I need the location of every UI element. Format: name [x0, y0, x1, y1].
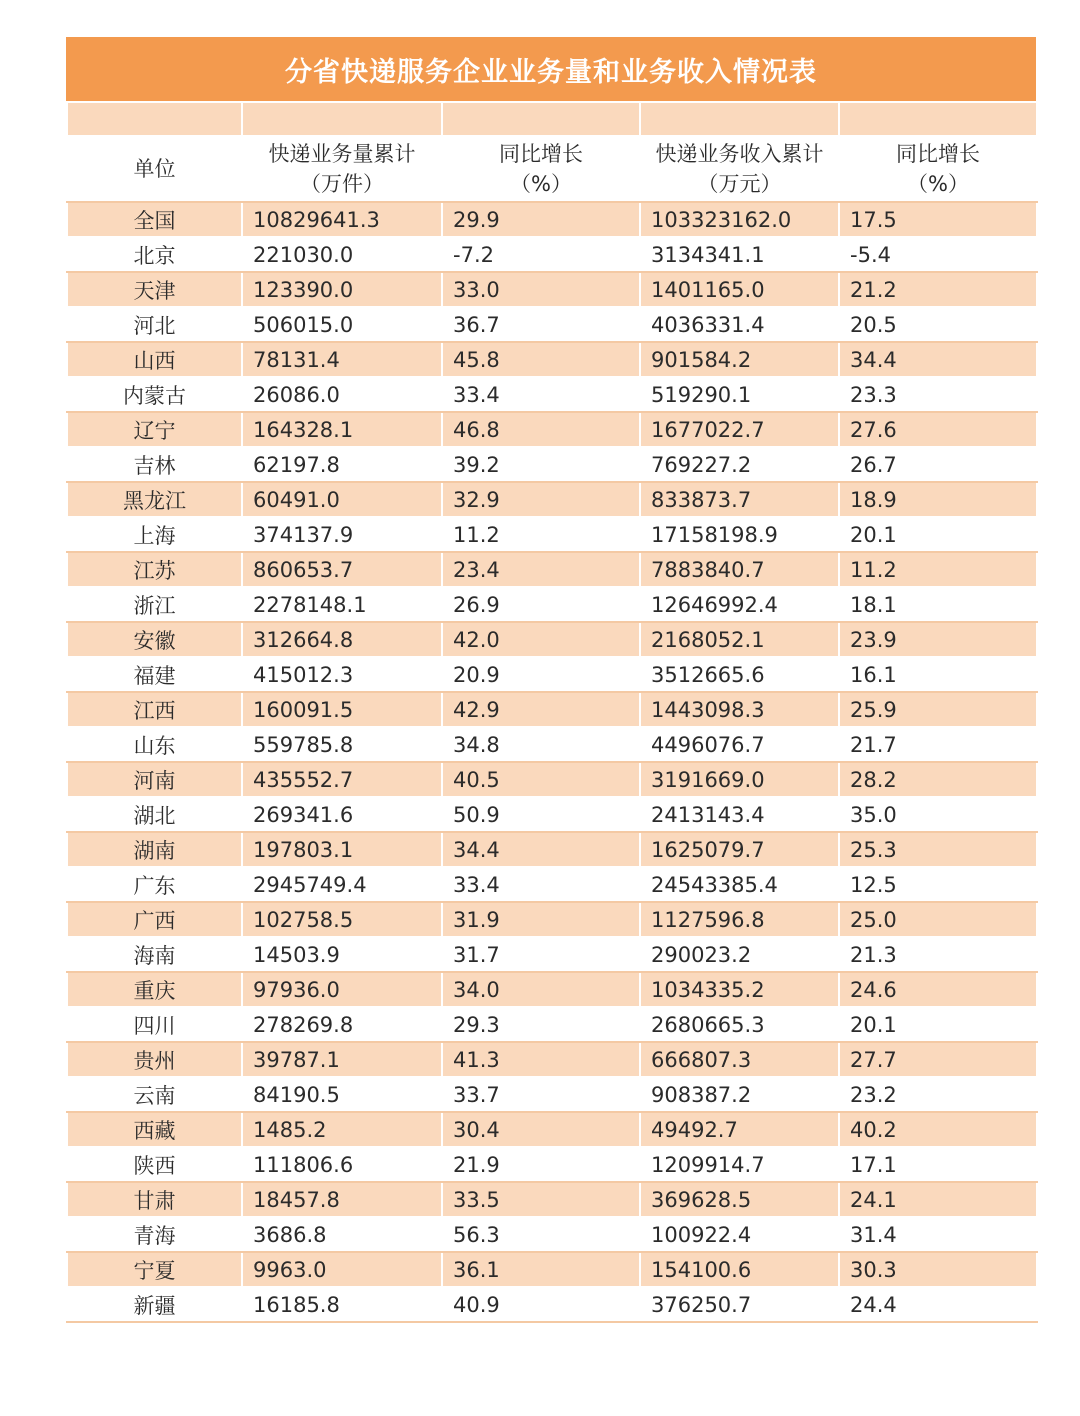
cell-volume: 164328.1 [242, 412, 442, 447]
cell-volume-growth: 39.2 [442, 447, 640, 482]
table-row [67, 1042, 1037, 1077]
cell-volume-growth: 33.4 [442, 377, 640, 412]
table-body [67, 202, 1037, 1322]
cell-revenue: 2168052.1 [640, 622, 839, 657]
cell-volume-growth: 31.7 [442, 937, 640, 972]
cell-unit: 山东 [67, 727, 242, 762]
cell-volume-growth: 31.9 [442, 902, 640, 937]
cell-revenue-growth: 27.7 [839, 1042, 1037, 1077]
cell-revenue-growth: 23.2 [839, 1077, 1037, 1112]
cell-unit: 福建 [67, 657, 242, 692]
cell-revenue: 100922.4 [640, 1217, 839, 1252]
table-row [67, 1077, 1037, 1112]
cell-volume-growth: 23.4 [442, 552, 640, 587]
cell-revenue-growth: 34.4 [839, 342, 1037, 377]
cell-revenue-growth: 17.1 [839, 1147, 1037, 1182]
column-header-line2: （%） [510, 172, 572, 196]
cell-volume: 860653.7 [242, 552, 442, 587]
cell-revenue-growth: 31.4 [839, 1217, 1037, 1252]
cell-revenue: 666807.3 [640, 1042, 839, 1077]
province-data-table [66, 101, 1038, 1323]
table-row [67, 1007, 1037, 1042]
cell-revenue-growth: 25.0 [839, 902, 1037, 937]
cell-revenue-growth: 20.1 [839, 517, 1037, 552]
cell-unit: 山西 [67, 342, 242, 377]
cell-revenue: 1443098.3 [640, 692, 839, 727]
cell-revenue: 49492.7 [640, 1112, 839, 1147]
cell-revenue: 769227.2 [640, 447, 839, 482]
cell-unit: 全国 [67, 202, 242, 237]
cell-volume: 2278148.1 [242, 587, 442, 622]
cell-revenue-growth: 24.1 [839, 1182, 1037, 1217]
cell-volume-growth: 33.7 [442, 1077, 640, 1112]
cell-volume-growth: 20.9 [442, 657, 640, 692]
cell-volume: 97936.0 [242, 972, 442, 1007]
cell-volume: 102758.5 [242, 902, 442, 937]
cell-revenue-growth: 25.3 [839, 832, 1037, 867]
cell-revenue: 519290.1 [640, 377, 839, 412]
cell-unit: 安徽 [67, 622, 242, 657]
cell-volume: 374137.9 [242, 517, 442, 552]
table-row [67, 1147, 1037, 1182]
cell-volume-growth: 32.9 [442, 482, 640, 517]
express-delivery-table-sheet [66, 37, 1036, 1323]
cell-volume: 197803.1 [242, 832, 442, 867]
column-header-line1: 单位 [133, 157, 176, 181]
cell-revenue-growth: 16.1 [839, 657, 1037, 692]
table-row [67, 1287, 1037, 1322]
cell-volume: 2945749.4 [242, 867, 442, 902]
table-row [67, 587, 1037, 622]
cell-volume-growth: 33.4 [442, 867, 640, 902]
cell-volume: 415012.3 [242, 657, 442, 692]
cell-revenue-growth: 26.7 [839, 447, 1037, 482]
table-row [67, 412, 1037, 447]
cell-revenue: 4036331.4 [640, 307, 839, 342]
column-header-revenue-growth [839, 136, 1037, 202]
cell-revenue: 369628.5 [640, 1182, 839, 1217]
table-row [67, 727, 1037, 762]
column-header-row [67, 136, 1037, 202]
table-row [67, 237, 1037, 272]
table-row [67, 622, 1037, 657]
cell-revenue-growth: 21.7 [839, 727, 1037, 762]
cell-unit: 海南 [67, 937, 242, 972]
cell-revenue-growth: 23.9 [839, 622, 1037, 657]
cell-revenue: 24543385.4 [640, 867, 839, 902]
cell-revenue-growth: 24.6 [839, 972, 1037, 1007]
cell-revenue-growth: 21.3 [839, 937, 1037, 972]
table-row [67, 307, 1037, 342]
cell-unit: 内蒙古 [67, 377, 242, 412]
cell-unit: 北京 [67, 237, 242, 272]
table-row [67, 272, 1037, 307]
cell-revenue: 2413143.4 [640, 797, 839, 832]
cell-volume: 3686.8 [242, 1217, 442, 1252]
cell-revenue-growth: 30.3 [839, 1252, 1037, 1287]
table-row [67, 657, 1037, 692]
cell-volume-growth: 40.5 [442, 762, 640, 797]
cell-revenue-growth: 18.1 [839, 587, 1037, 622]
table-title: 分省快递服务企业业务量和业务收入情况表 [66, 37, 1036, 101]
column-header-line1: 同比增长 [499, 142, 583, 166]
cell-unit: 江西 [67, 692, 242, 727]
cell-volume: 312664.8 [242, 622, 442, 657]
cell-revenue-growth: 24.4 [839, 1287, 1037, 1322]
table-row [67, 342, 1037, 377]
cell-unit: 广东 [67, 867, 242, 902]
table-row [67, 517, 1037, 552]
cell-volume: 60491.0 [242, 482, 442, 517]
cell-volume: 123390.0 [242, 272, 442, 307]
cell-volume: 160091.5 [242, 692, 442, 727]
cell-volume: 14503.9 [242, 937, 442, 972]
cell-revenue: 908387.2 [640, 1077, 839, 1112]
spacer-cell [67, 102, 242, 136]
cell-unit: 湖南 [67, 832, 242, 867]
cell-revenue: 290023.2 [640, 937, 839, 972]
cell-volume: 62197.8 [242, 447, 442, 482]
cell-unit: 青海 [67, 1217, 242, 1252]
cell-unit: 贵州 [67, 1042, 242, 1077]
cell-unit: 上海 [67, 517, 242, 552]
cell-revenue-growth: 11.2 [839, 552, 1037, 587]
table-row [67, 867, 1037, 902]
cell-revenue: 1401165.0 [640, 272, 839, 307]
table-row [67, 972, 1037, 1007]
cell-revenue: 376250.7 [640, 1287, 839, 1322]
column-header-line1: 同比增长 [896, 142, 980, 166]
cell-unit: 天津 [67, 272, 242, 307]
cell-volume: 221030.0 [242, 237, 442, 272]
cell-revenue-growth: 21.2 [839, 272, 1037, 307]
table-row [67, 832, 1037, 867]
column-header-revenue [640, 136, 839, 202]
table-row [67, 482, 1037, 517]
table-row [67, 1112, 1037, 1147]
table-row [67, 762, 1037, 797]
cell-revenue: 4496076.7 [640, 727, 839, 762]
table-row [67, 1217, 1037, 1252]
cell-volume-growth: 46.8 [442, 412, 640, 447]
cell-volume-growth: 40.9 [442, 1287, 640, 1322]
table-row [67, 937, 1037, 972]
cell-revenue-growth: 20.5 [839, 307, 1037, 342]
cell-revenue-growth: 35.0 [839, 797, 1037, 832]
cell-volume-growth: 34.8 [442, 727, 640, 762]
cell-volume-growth: 34.0 [442, 972, 640, 1007]
table-row [67, 692, 1037, 727]
cell-volume-growth: 11.2 [442, 517, 640, 552]
cell-revenue: 1209914.7 [640, 1147, 839, 1182]
cell-volume-growth: 42.9 [442, 692, 640, 727]
cell-volume-growth: 29.3 [442, 1007, 640, 1042]
cell-revenue: 833873.7 [640, 482, 839, 517]
cell-unit: 吉林 [67, 447, 242, 482]
cell-revenue: 3134341.1 [640, 237, 839, 272]
cell-volume: 26086.0 [242, 377, 442, 412]
cell-revenue-growth: 12.5 [839, 867, 1037, 902]
cell-volume: 1485.2 [242, 1112, 442, 1147]
cell-volume-growth: 34.4 [442, 832, 640, 867]
cell-revenue: 154100.6 [640, 1252, 839, 1287]
spacer-cell [640, 102, 839, 136]
cell-volume-growth: 56.3 [442, 1217, 640, 1252]
cell-volume: 269341.6 [242, 797, 442, 832]
column-header-unit [67, 136, 242, 202]
cell-volume-growth: 21.9 [442, 1147, 640, 1182]
cell-revenue: 17158198.9 [640, 517, 839, 552]
cell-unit: 广西 [67, 902, 242, 937]
cell-volume: 111806.6 [242, 1147, 442, 1182]
cell-unit: 宁夏 [67, 1252, 242, 1287]
table-row [67, 1252, 1037, 1287]
cell-volume-growth: 33.0 [442, 272, 640, 307]
cell-volume-growth: -7.2 [442, 237, 640, 272]
cell-revenue-growth: 25.9 [839, 692, 1037, 727]
cell-volume: 559785.8 [242, 727, 442, 762]
cell-revenue: 901584.2 [640, 342, 839, 377]
column-header-line1: 快递业务收入累计 [655, 142, 824, 166]
cell-revenue: 12646992.4 [640, 587, 839, 622]
cell-unit: 河北 [67, 307, 242, 342]
cell-volume: 39787.1 [242, 1042, 442, 1077]
cell-volume-growth: 36.7 [442, 307, 640, 342]
cell-revenue-growth: 18.9 [839, 482, 1037, 517]
cell-unit: 湖北 [67, 797, 242, 832]
cell-volume-growth: 26.9 [442, 587, 640, 622]
cell-revenue: 3191669.0 [640, 762, 839, 797]
cell-unit: 重庆 [67, 972, 242, 1007]
cell-volume: 84190.5 [242, 1077, 442, 1112]
table-row [67, 447, 1037, 482]
cell-unit: 黑龙江 [67, 482, 242, 517]
column-header-line2: （万件） [300, 172, 384, 196]
cell-volume: 16185.8 [242, 1287, 442, 1322]
spacer-cell [242, 102, 442, 136]
table-row [67, 377, 1037, 412]
cell-unit: 新疆 [67, 1287, 242, 1322]
table-row [67, 797, 1037, 832]
column-header-volume [242, 136, 442, 202]
cell-unit: 云南 [67, 1077, 242, 1112]
cell-revenue-growth: 23.3 [839, 377, 1037, 412]
cell-revenue-growth: 20.1 [839, 1007, 1037, 1042]
cell-unit: 西藏 [67, 1112, 242, 1147]
table-row [67, 552, 1037, 587]
column-header-line2: （万元） [697, 172, 782, 196]
cell-volume-growth: 29.9 [442, 202, 640, 237]
cell-revenue: 103323162.0 [640, 202, 839, 237]
cell-revenue-growth: -5.4 [839, 237, 1037, 272]
cell-volume-growth: 41.3 [442, 1042, 640, 1077]
table-row [67, 202, 1037, 237]
cell-volume-growth: 36.1 [442, 1252, 640, 1287]
cell-revenue: 3512665.6 [640, 657, 839, 692]
cell-volume: 506015.0 [242, 307, 442, 342]
cell-unit: 陕西 [67, 1147, 242, 1182]
cell-volume-growth: 50.9 [442, 797, 640, 832]
cell-unit: 四川 [67, 1007, 242, 1042]
cell-revenue: 2680665.3 [640, 1007, 839, 1042]
header-spacer-row [67, 102, 1037, 136]
cell-revenue: 1034335.2 [640, 972, 839, 1007]
cell-volume: 18457.8 [242, 1182, 442, 1217]
cell-unit: 江苏 [67, 552, 242, 587]
column-header-volume-growth [442, 136, 640, 202]
column-header-line1: 快递业务量累计 [268, 142, 416, 166]
cell-revenue-growth: 17.5 [839, 202, 1037, 237]
cell-volume: 9963.0 [242, 1252, 442, 1287]
cell-unit: 辽宁 [67, 412, 242, 447]
cell-unit: 浙江 [67, 587, 242, 622]
table-row [67, 1182, 1037, 1217]
cell-volume-growth: 30.4 [442, 1112, 640, 1147]
cell-volume: 278269.8 [242, 1007, 442, 1042]
cell-revenue: 1127596.8 [640, 902, 839, 937]
table-row [67, 902, 1037, 937]
cell-revenue: 1625079.7 [640, 832, 839, 867]
cell-revenue-growth: 40.2 [839, 1112, 1037, 1147]
cell-revenue-growth: 27.6 [839, 412, 1037, 447]
cell-revenue-growth: 28.2 [839, 762, 1037, 797]
cell-volume: 435552.7 [242, 762, 442, 797]
cell-volume-growth: 42.0 [442, 622, 640, 657]
cell-volume-growth: 33.5 [442, 1182, 640, 1217]
cell-revenue: 7883840.7 [640, 552, 839, 587]
cell-volume: 10829641.3 [242, 202, 442, 237]
cell-volume-growth: 45.8 [442, 342, 640, 377]
cell-unit: 河南 [67, 762, 242, 797]
cell-unit: 甘肃 [67, 1182, 242, 1217]
column-header-line2: （%） [907, 172, 969, 196]
cell-revenue: 1677022.7 [640, 412, 839, 447]
spacer-cell [442, 102, 640, 136]
spacer-cell [839, 102, 1037, 136]
cell-volume: 78131.4 [242, 342, 442, 377]
